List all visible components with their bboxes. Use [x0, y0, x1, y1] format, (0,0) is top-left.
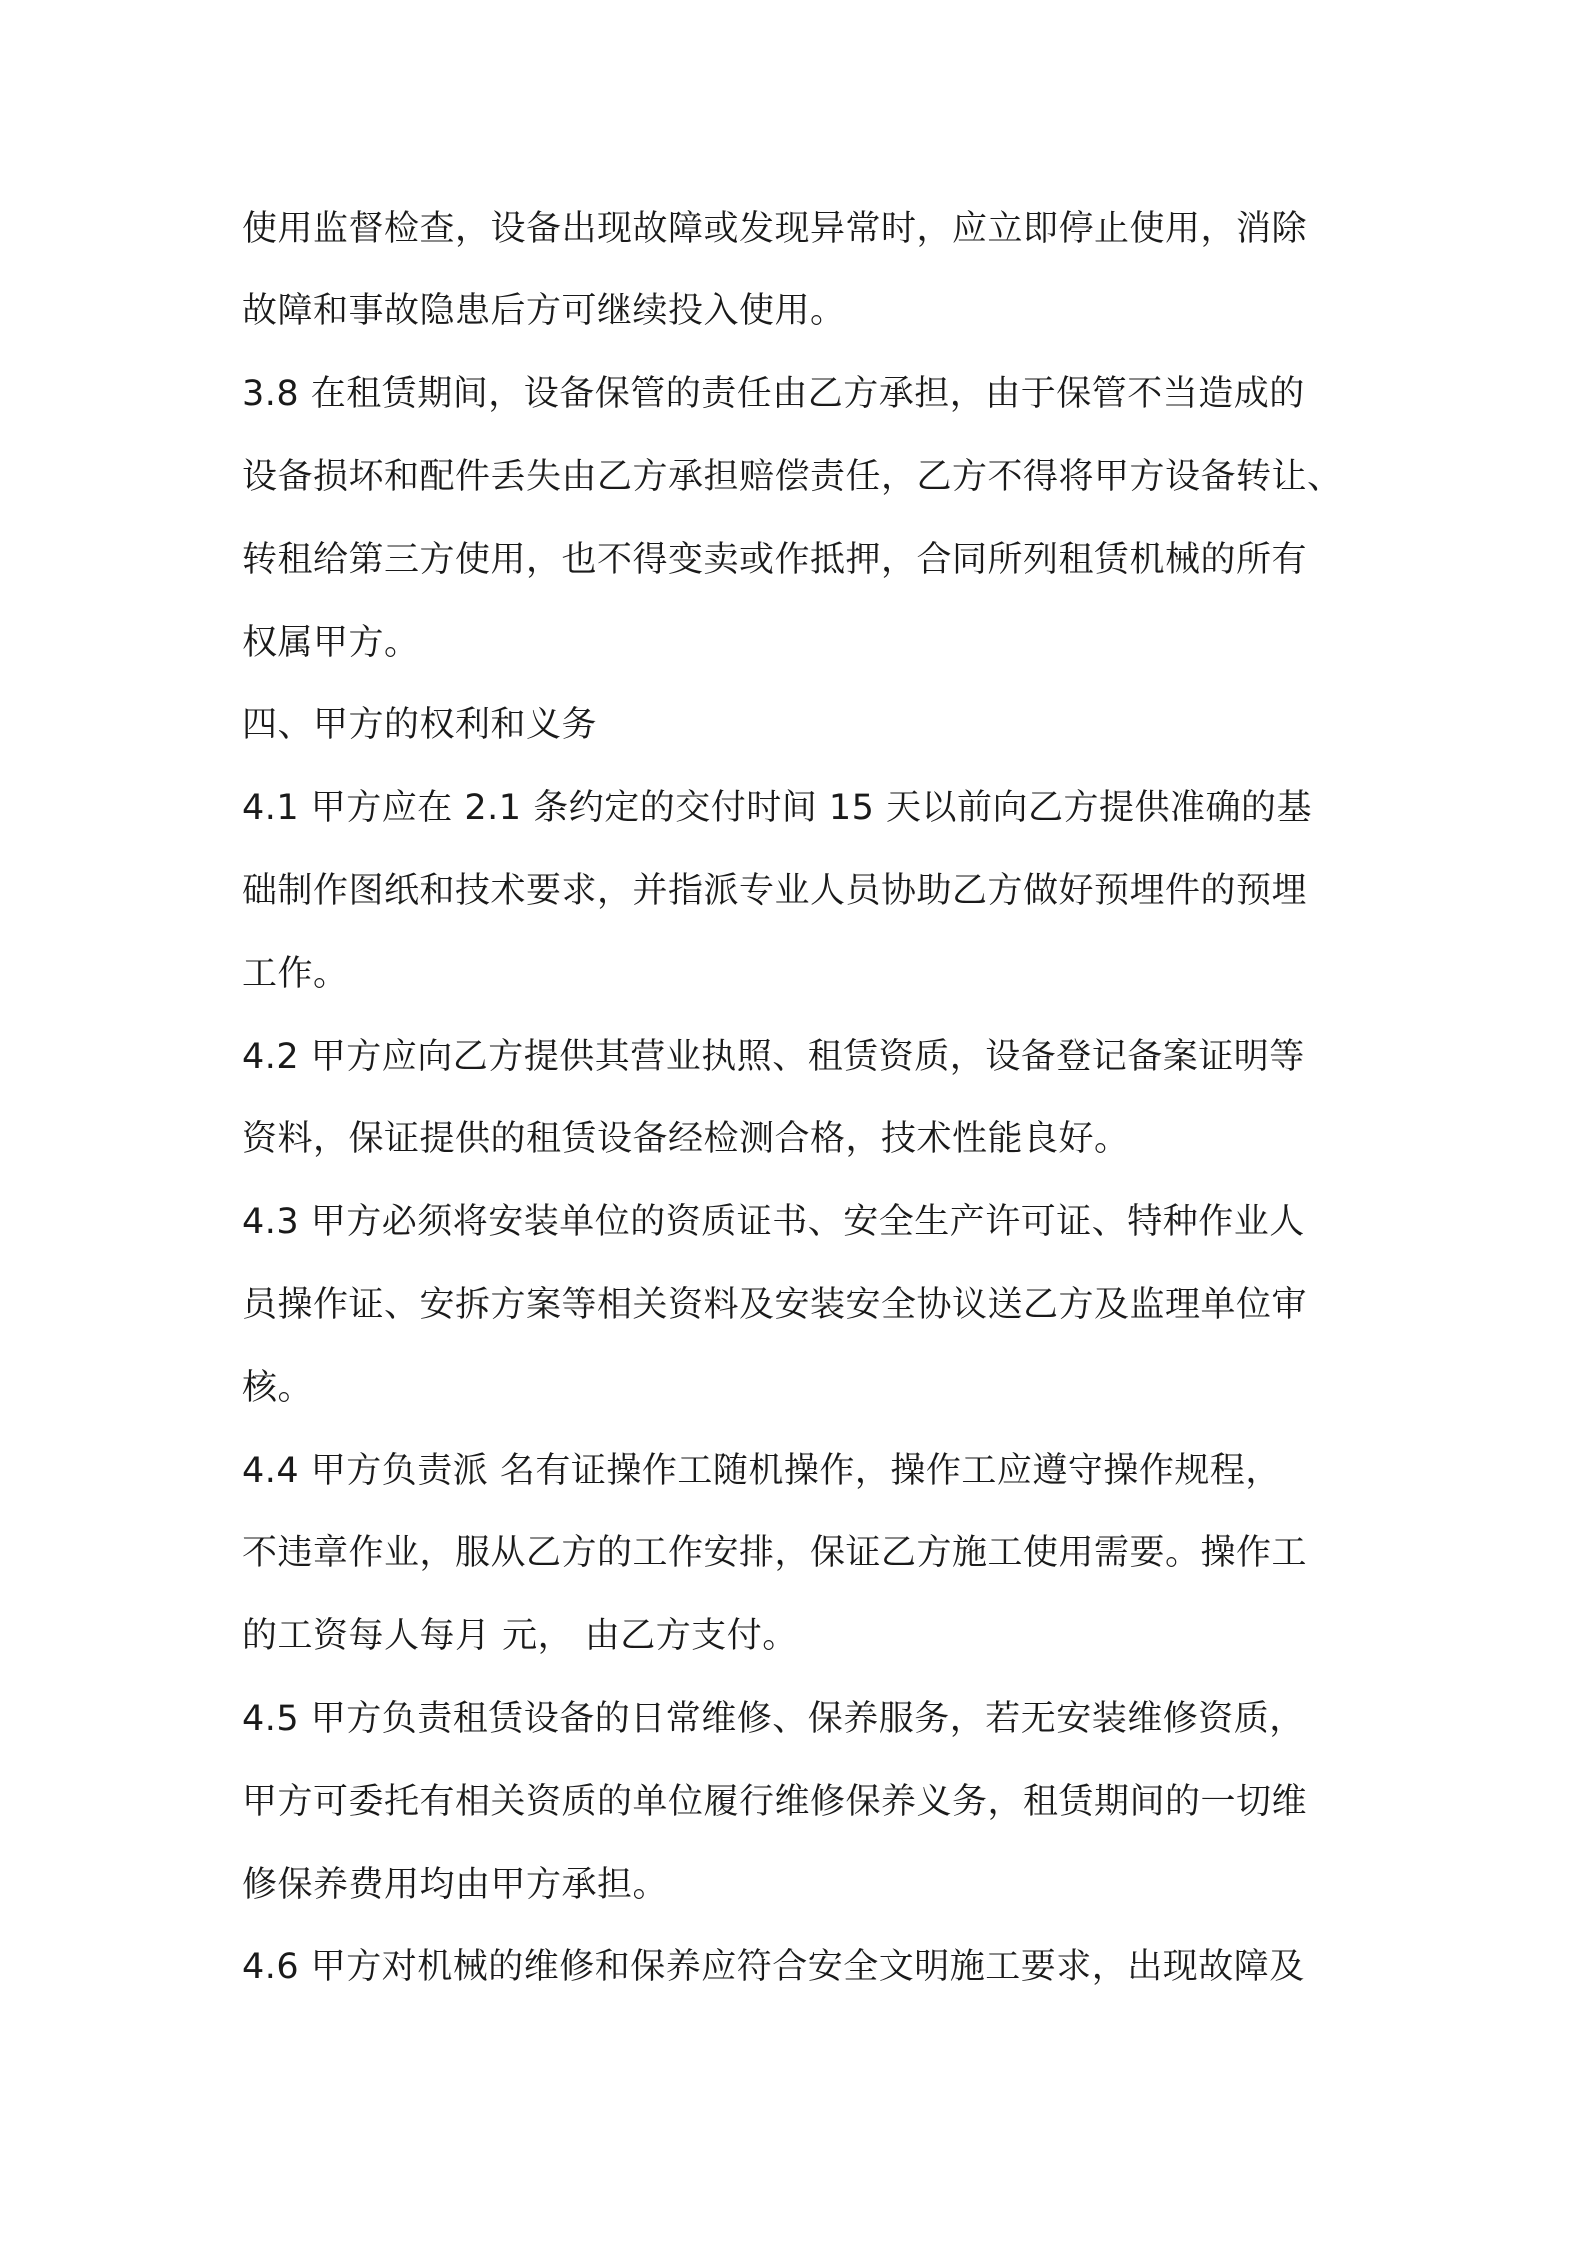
text-line: 核。: [242, 1368, 314, 1408]
text-line: 设备损坏和配件丢失由乙方承担赔偿责任，乙方不得将甲方设备转让、: [242, 457, 1343, 497]
text-line: 不违章作业，服从乙方的工作安排，保证乙方施工使用需要。操作工: [242, 1533, 1308, 1573]
section-heading: 四、甲方的权利和义务: [242, 705, 598, 745]
text-line: 4.4 甲方负责派 名有证操作工随机操作，操作工应遵守操作规程，: [242, 1451, 1281, 1491]
text-line: 甲方可委托有相关资质的单位履行维修保养义务，租赁期间的一切维: [242, 1782, 1308, 1822]
text-line: 转租给第三方使用，也不得变卖或作抵押，合同所列租赁机械的所有: [242, 540, 1308, 580]
text-line: 4.1 甲方应在 2.1 条约定的交付时间 15 天以前向乙方提供准确的基: [242, 788, 1312, 828]
text-line: 权属甲方。: [242, 623, 420, 663]
text-line: 资料，保证提供的租赁设备经检测合格，技术性能良好。: [242, 1119, 1130, 1159]
text-line: 4.2 甲方应向乙方提供其营业执照、租赁资质，设备登记备案证明等: [242, 1037, 1305, 1077]
text-line: 工作。: [242, 954, 349, 994]
text-line: 使用监督检查，设备出现故障或发现异常时，应立即停止使用，消除: [242, 209, 1308, 249]
text-line: 的工资每人每月 元， 由乙方支付。: [242, 1616, 798, 1656]
text-line: 础制作图纸和技术要求，并指派专业人员协助乙方做好预埋件的预埋: [242, 871, 1308, 911]
text-line: 4.5 甲方负责租赁设备的日常维修、保养服务，若无安装维修资质，: [242, 1699, 1305, 1739]
text-line: 员操作证、安拆方案等相关资料及安装安全协议送乙方及监理单位审: [242, 1285, 1308, 1325]
text-line: 3.8 在租赁期间，设备保管的责任由乙方承担，由于保管不当造成的: [242, 374, 1305, 414]
text-line: 故障和事故隐患后方可继续投入使用。: [242, 291, 846, 331]
text-line: 4.3 甲方必须将安装单位的资质证书、安全生产许可证、特种作业人: [242, 1202, 1305, 1242]
text-line: 4.6 甲方对机械的维修和保养应符合安全文明施工要求，出现故障及: [242, 1947, 1305, 1987]
text-line: 修保养费用均由甲方承担。: [242, 1865, 669, 1905]
